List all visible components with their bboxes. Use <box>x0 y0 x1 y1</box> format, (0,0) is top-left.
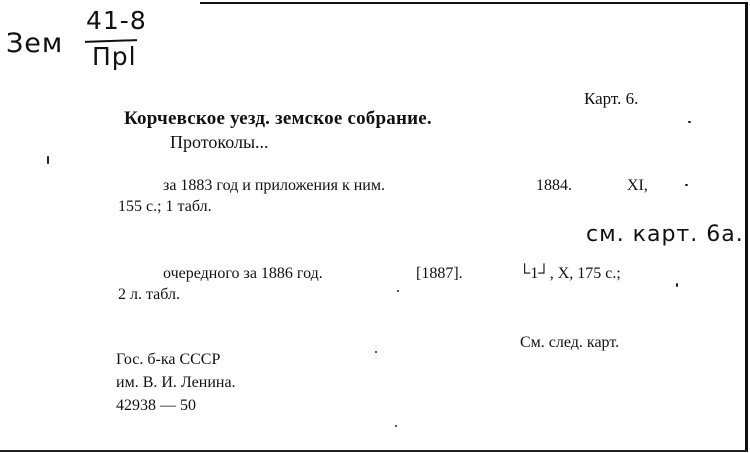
next-card-note: См. след. карт. <box>520 334 620 351</box>
bracket-close: ┘ <box>538 265 550 282</box>
card-right-edge <box>745 2 748 451</box>
bracket-open: └ <box>519 265 531 282</box>
entry1-volume: XI, <box>627 177 648 194</box>
scan-speck <box>397 290 399 292</box>
handwritten-see-also: см. карт. 6а. <box>586 222 744 247</box>
library-stamp-line1: Гос. б-ка СССР <box>116 351 221 368</box>
entry1-line1: за 1883 год и приложения к ним. <box>163 177 385 194</box>
scan-speck <box>676 283 678 287</box>
entry1-year: 1884. <box>536 177 572 194</box>
library-stamp-line2: им. В. И. Ленина. <box>116 374 236 391</box>
library-stamp-line3: 42938 — 50 <box>116 397 196 414</box>
scan-speck <box>688 121 691 123</box>
handwritten-prefix: Зем <box>6 28 64 59</box>
entry2-line1: очередного за 1886 год. <box>163 265 323 282</box>
entry2-year: [1887]. <box>416 265 463 282</box>
scan-speck <box>375 351 377 353</box>
scan-speck <box>47 156 49 164</box>
card-title: Корчевское уезд. земское собрание. <box>124 108 432 129</box>
entry2-volume <box>519 265 621 283</box>
entry2-rest: , X, 175 с.; <box>549 265 621 282</box>
handwritten-numerator: 41-8 <box>86 6 147 35</box>
entry2-line2: 2 л. табл. <box>118 286 180 303</box>
scan-speck <box>685 184 688 186</box>
entry1-line2: 155 с.; 1 табл. <box>118 198 212 215</box>
card-top-edge <box>200 2 746 4</box>
card-subtitle: Протоколы... <box>170 132 269 152</box>
card-bottom-edge <box>0 450 748 452</box>
scan-speck <box>395 425 397 427</box>
handwritten-denominator: Прl <box>92 42 137 71</box>
entry2-bracket-number: 1 <box>530 265 539 282</box>
card-label: Карт. 6. <box>584 89 639 108</box>
